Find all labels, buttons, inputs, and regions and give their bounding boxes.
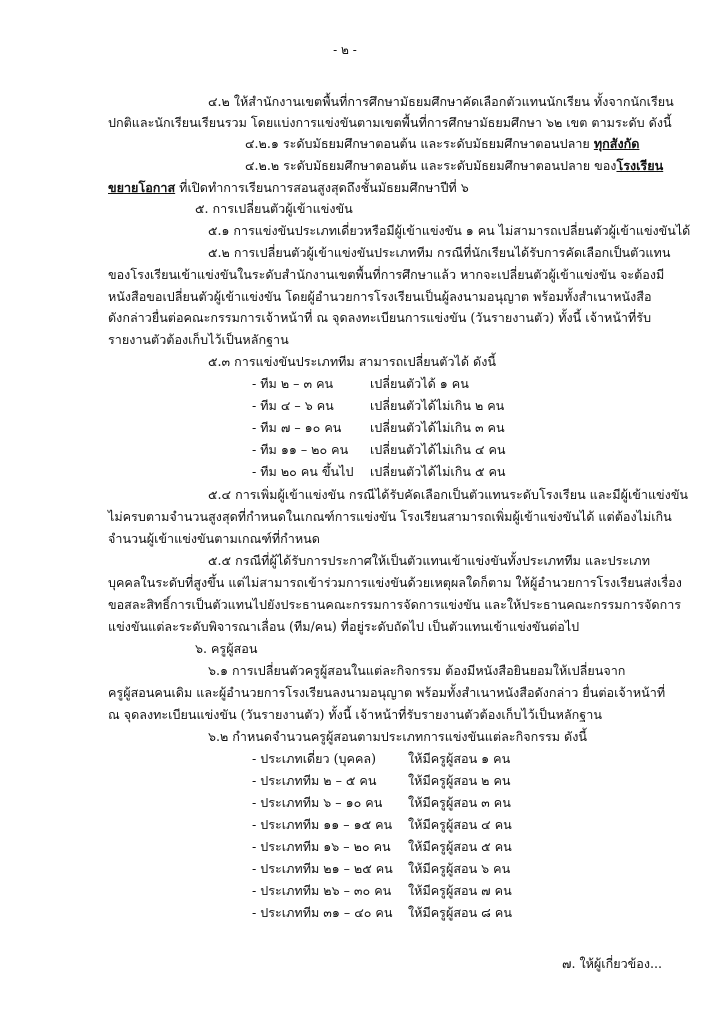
team-row-3-change: เปลี่ยนตัวได้ไม่เกิน ๓ คน xyxy=(370,420,505,435)
s4-2-1-text: ๔.๒.๑ ระดับมัธยมศึกษาตอนต้น และระดับมัธยมศึกษาตอนปลาย xyxy=(245,136,594,151)
s5-2-line5: รายงานตัวต้องเก็บไว้เป็นหลักฐาน xyxy=(108,332,289,347)
teacher-row-6-count: ให้มีครูผู้สอน ๖ คน xyxy=(408,861,511,876)
teacher-row-3-type: - ประเภททีม ๖ – ๑๐ คน xyxy=(252,795,383,810)
s4-2-2-rest: ที่เปิดทำการเรียนการสอนสูงสุดถึงชั้นมัธยมศึกษาปีที่ ๖ xyxy=(175,180,469,195)
s4-2-2-emphasis-a: โรงเรียน xyxy=(616,158,664,173)
teacher-row-3-count: ให้มีครูผู้สอน ๓ คน xyxy=(408,795,511,810)
team-row-2-size: - ทีม ๔ – ๖ คน xyxy=(252,398,334,413)
s4-2-line1: ๔.๒ ให้สำนักงานเขตพื้นที่การศึกษามัธยมศึกษาคัดเลือกตัวแทนนักเรียน ทั้งจากนักเรียน xyxy=(208,94,674,109)
s5-5-line1: ๕.๕ กรณีที่ผู้ได้รับการประกาศให้เป็นตัวแทนเข้าแข่งขันทั้งประเภททีม และประเภท xyxy=(208,553,650,568)
team-row-1-size: - ทีม ๒ – ๓ คน xyxy=(252,376,334,391)
s5-5-line4: แข่งขันแต่ละระดับพิจารณาเลื่อน (ทีม/คน) ที่อยู่ระดับถัดไป เป็นตัวแทนเข้าแข่งขันต่อไป xyxy=(108,619,580,634)
s5-4-line2: ไม่ครบตามจำนวนสูงสุดที่กำหนดในเกณฑ์การแข่งขัน โรงเรียนสามารถเพิ่มผู้เข้าแข่งขันได้ แต่ต้องไม่เกิน xyxy=(108,509,672,524)
s6-heading: ๖. ครูผู้สอน xyxy=(195,641,258,656)
teacher-row-8-type: - ประเภททีม ๓๑ – ๔๐ คน xyxy=(252,905,393,920)
teacher-row-6-type: - ประเภททีม ๒๑ – ๒๕ คน xyxy=(252,861,393,876)
s5-5-line2: บุคคลในระดับที่สูงขึ้น แต่ไม่สามารถเข้าร่วมการแข่งขันด้วยเหตุผลใดก็ตาม ให้ผู้อำนวยการโรงเรียนส่งเรื่อง xyxy=(108,575,682,590)
teacher-row-1-type: - ประเภทเดี่ยว (บุคคล) xyxy=(252,751,377,766)
s5-2-line2: ของโรงเรียนเข้าแข่งขันในระดับสำนักงานเขตพื้นที่การศึกษาแล้ว หากจะเปลี่ยนตัวผู้เข้าแข่งขัน จะต้องมี xyxy=(108,267,665,282)
s4-2-2-line1 xyxy=(245,158,663,173)
s4-2-2-line2 xyxy=(108,180,469,195)
s4-2-2-text: ๔.๒.๒ ระดับมัธยมศึกษาตอนต้น และระดับมัธยมศึกษาตอนปลาย ของ xyxy=(245,158,617,173)
continuation-note: ๗. ให้ผู้เกี่ยวข้อง... xyxy=(562,956,663,971)
teacher-row-4-count: ให้มีครูผู้สอน ๔ คน xyxy=(408,817,512,832)
teacher-row-4-type: - ประเภททีม ๑๑ – ๑๕ คน xyxy=(252,817,393,832)
page-number: - ๒ - xyxy=(333,42,357,57)
team-row-5-change: เปลี่ยนตัวได้ไม่เกิน ๕ คน xyxy=(370,464,506,479)
s5-2-line4: ดังกล่าวยื่นต่อคณะกรรมการเจ้าหน้าที่ ณ จุดลงทะเบียนการแข่งขัน (วันรายงานตัว) ทั้งนี้ เจ้าหน้าที่รับ xyxy=(108,310,652,325)
team-row-2-change: เปลี่ยนตัวได้ไม่เกิน ๒ คน xyxy=(370,398,505,413)
teacher-row-7-count: ให้มีครูผู้สอน ๗ คน xyxy=(408,883,512,898)
s4-2-1-emphasis: ทุกสังกัด xyxy=(593,136,640,151)
s6-1-line3: ณ จุดลงทะเบียนแข่งขัน (วันรายงานตัว) ทั้งนี้ เจ้าหน้าที่รับรายงานตัวต้องเก็บไว้เป็นหลักฐาน xyxy=(108,707,602,722)
s5-heading: ๕. การเปลี่ยนตัวผู้เข้าแข่งขัน xyxy=(195,201,353,216)
s5-4-line3: จำนวนผู้เข้าแข่งขันตามเกณฑ์ที่กำหนด xyxy=(108,531,320,546)
s5-2-line1: ๕.๒ การเปลี่ยนตัวผู้เข้าแข่งขันประเภททีม กรณีที่นักเรียนได้รับการคัดเลือกเป็นตัวแทน xyxy=(208,245,671,260)
s5-3: ๕.๓ การแข่งขันประเภททีม สามารถเปลี่ยนตัวได้ ดังนี้ xyxy=(208,354,496,369)
s5-2-line3: หนังสือขอเปลี่ยนตัวผู้เข้าแข่งขัน โดยผู้อำนวยการโรงเรียนเป็นผู้ลงนามอนุญาต พร้อมทั้งสำเนาหนังสือ xyxy=(108,289,652,304)
s5-1: ๕.๑ การแข่งขันประเภทเดี่ยวหรือมีผู้เข้าแข่งขัน ๑ คน ไม่สามารถเปลี่ยนตัวผู้เข้าแข่งขันได้ xyxy=(208,223,691,238)
team-row-3-size: - ทีม ๗ – ๑๐ คน xyxy=(252,420,342,435)
teacher-row-5-type: - ประเภททีม ๑๖ – ๒๐ คน xyxy=(252,839,391,854)
s6-1-line2: ครูผู้สอนคนเดิม และผู้อำนวยการโรงเรียนลงนามอนุญาต พร้อมทั้งสำเนาหนังสือดังกล่าว ยื่นต่อเจ้าหน้าที่ xyxy=(108,685,666,700)
s6-2: ๖.๒ กำหนดจำนวนครูผู้สอนตามประเภทการแข่งขันแต่ละกิจกรรม ดังนี้ xyxy=(208,729,587,744)
teacher-row-1-count: ให้มีครูผู้สอน ๑ คน xyxy=(408,751,511,766)
teacher-row-8-count: ให้มีครูผู้สอน ๘ คน xyxy=(408,905,512,920)
team-row-4-change: เปลี่ยนตัวได้ไม่เกิน ๔ คน xyxy=(370,442,506,457)
team-row-1-change: เปลี่ยนตัวได้ ๑ คน xyxy=(370,376,469,391)
s5-5-line3: ขอสละสิทธิ์การเป็นตัวแทนไปยังประธานคณะกรรมการจัดการแข่งขัน และให้ประธานคณะกรรมการจัดการ xyxy=(108,597,682,612)
teacher-row-5-count: ให้มีครูผู้สอน ๕ คน xyxy=(408,839,512,854)
s4-2-1 xyxy=(245,136,639,151)
teacher-row-2-type: - ประเภททีม ๒ – ๕ คน xyxy=(252,773,377,788)
team-row-5-size: - ทีม ๒๐ คน ขึ้นไป xyxy=(252,464,354,479)
s6-1-line1: ๖.๑ การเปลี่ยนตัวครูผู้สอนในแต่ละกิจกรรม ต้องมีหนังสือยินยอมให้เปลี่ยนจาก xyxy=(208,663,626,678)
s4-2-line2: ปกติและนักเรียนเรียนรวม โดยแบ่งการแข่งขันตามเขตพื้นที่การศึกษามัธยมศึกษา ๖๒ เขต ตามระดับ ดังนี้ xyxy=(108,115,672,130)
teacher-row-7-type: - ประเภททีม ๒๖ – ๓๐ คน xyxy=(252,883,392,898)
teacher-row-2-count: ให้มีครูผู้สอน ๒ คน xyxy=(408,773,511,788)
team-row-4-size: - ทีม ๑๑ – ๒๐ คน xyxy=(252,442,349,457)
s5-4-line1: ๕.๔ การเพิ่มผู้เข้าแข่งขัน กรณีได้รับคัดเลือกเป็นตัวแทนระดับโรงเรียน และมีผู้เข้าแข่งขัน xyxy=(208,487,689,502)
s4-2-2-emphasis-b: ขยายโอกาส xyxy=(108,180,176,195)
